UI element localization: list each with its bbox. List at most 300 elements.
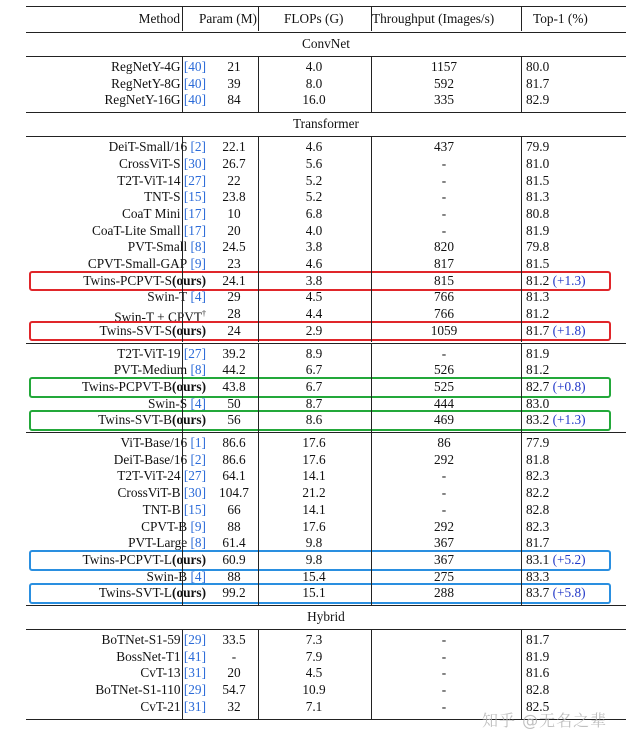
column-rule — [182, 343, 183, 433]
section-header: Transformer — [293, 116, 359, 132]
throughput-value-text: - — [441, 682, 447, 698]
method-label: DeiT-Base/16 — [113, 451, 188, 467]
throughput-value-text: 367 — [434, 535, 454, 551]
flops-value-text: 3.8 — [305, 272, 323, 288]
top1-text: 83.7 — [526, 585, 550, 601]
column-rule — [258, 56, 259, 112]
table-row — [26, 632, 626, 649]
flops-value-text: 5.2 — [305, 172, 323, 188]
throughput-value-text: 1157 — [430, 59, 458, 74]
throughput-value-text: 1059 — [430, 322, 458, 338]
flops-value-text: 4.6 — [305, 256, 323, 271]
table-row — [26, 682, 626, 699]
method-name — [111, 76, 206, 93]
param-value-text: - — [231, 648, 237, 664]
highlight-box-green — [29, 410, 611, 431]
method-label: CvT-21 — [140, 698, 181, 714]
column-rule — [521, 343, 522, 433]
throughput-value-text: 815 — [434, 272, 454, 288]
column-rule — [182, 56, 183, 112]
method-name — [117, 468, 206, 485]
flops-value-text: 3.8 — [305, 239, 323, 255]
table-rule — [26, 432, 626, 433]
throughput-value-text: - — [441, 222, 447, 238]
param-value-text: 64.1 — [222, 468, 246, 484]
throughput-value-text: 292 — [434, 451, 454, 467]
top1-value — [526, 649, 549, 666]
param-value-text: 61.4 — [222, 535, 246, 551]
param-value-text: 44.2 — [222, 362, 246, 378]
table-rule — [26, 343, 626, 344]
ours-label: (ours) — [172, 551, 206, 567]
column-header: Param (M) — [199, 11, 257, 26]
top1-value — [526, 206, 549, 223]
table-rule — [26, 6, 626, 7]
top1-value — [526, 59, 549, 76]
table-row — [26, 289, 626, 306]
flops-value-text: 17.6 — [302, 451, 326, 467]
param-value-text: 39.2 — [222, 345, 246, 361]
method-label: Swin-S — [147, 395, 188, 411]
highlight-box-red — [29, 271, 611, 292]
method-label: BoTNet-S1-59 — [101, 632, 181, 647]
table-rule — [26, 629, 626, 630]
dagger-mark: † — [202, 309, 206, 319]
citation: [15] — [180, 501, 206, 517]
citation: [17] — [180, 205, 206, 221]
method-label: DeiT-Small/16 — [108, 139, 188, 155]
top1-gain: (+1.3) — [549, 272, 586, 288]
top1-value — [526, 485, 549, 502]
method-name — [111, 59, 206, 76]
method-label: BoTNet-S1-110 — [95, 682, 181, 698]
flops-value-text: 15.4 — [302, 568, 326, 584]
column-rule — [182, 629, 183, 719]
table-row — [26, 92, 626, 109]
column-rule — [371, 136, 372, 342]
method-label: BossNet-T1 — [116, 648, 181, 664]
top1-text: 81.7 — [526, 322, 550, 338]
param-value-text: 22.1 — [222, 139, 246, 155]
top1-text: 81.7 — [526, 535, 550, 551]
top1-text: 81.2 — [526, 272, 550, 288]
top1-text: 82.9 — [526, 92, 550, 108]
top1-value — [526, 156, 549, 173]
method-name — [120, 435, 206, 452]
method-label: CrossViT-S — [118, 155, 181, 171]
method-name — [141, 519, 206, 536]
flops-value-text: 9.8 — [305, 535, 323, 551]
citation: [27] — [180, 345, 206, 361]
column-rule — [258, 432, 259, 605]
top1-text: 81.6 — [526, 665, 550, 681]
method-name — [140, 699, 206, 716]
param-value-text: 84 — [227, 92, 241, 108]
top1-text: 80.8 — [526, 205, 550, 221]
param-value-text: 86.6 — [222, 451, 246, 467]
table-row — [26, 59, 626, 76]
throughput-value-text: - — [441, 698, 447, 714]
top1-gain: (+0.8) — [549, 378, 586, 394]
column-rule — [521, 432, 522, 605]
top1-value — [526, 632, 549, 649]
column-header: Top-1 (%) — [533, 11, 588, 26]
flops-value-text: 4.5 — [305, 665, 323, 681]
method-label: CPVT-Small-GAP — [87, 256, 188, 271]
top1-value — [526, 452, 549, 469]
top1-text: 81.7 — [526, 632, 550, 647]
top1-value — [526, 435, 549, 452]
flops-value-text: 8.0 — [305, 75, 323, 91]
top1-value — [526, 468, 549, 485]
throughput-value-text: - — [441, 648, 447, 664]
top1-text: 82.8 — [526, 682, 550, 698]
param-value-text: 43.8 — [222, 378, 246, 394]
throughput-value-text: 525 — [434, 378, 454, 394]
table-rule — [26, 136, 626, 137]
flops-value-text: 4.0 — [305, 222, 323, 238]
method-label: TNT-B — [142, 501, 181, 517]
throughput-value-text: - — [441, 155, 447, 171]
throughput-value-text: 367 — [434, 551, 454, 567]
throughput-value-text: - — [441, 172, 447, 188]
table-row — [26, 649, 626, 666]
table-row — [26, 206, 626, 223]
column-header: FLOPs (G) — [284, 11, 344, 26]
method-name — [114, 452, 206, 469]
column-rule — [371, 56, 372, 112]
top1-text: 79.8 — [526, 239, 550, 255]
table-rule — [26, 605, 626, 606]
top1-text: 81.2 — [526, 362, 550, 378]
throughput-value-text: - — [441, 485, 447, 501]
table-row — [26, 139, 626, 156]
method-name — [101, 632, 206, 649]
method-name — [122, 206, 206, 223]
citation: [27] — [180, 468, 206, 484]
flops-value-text: 9.8 — [305, 551, 323, 567]
throughput-value-text: 335 — [434, 92, 454, 108]
method-name — [143, 502, 206, 519]
top1-value — [526, 289, 549, 306]
ours-label: (ours) — [172, 378, 206, 394]
method-label: T2T-ViT-19 — [117, 345, 181, 361]
citation: [4] — [187, 568, 206, 584]
method-name — [118, 485, 206, 502]
flops-value-text: 4.6 — [305, 139, 323, 155]
method-label: CrossViT-B — [117, 485, 181, 501]
column-rule — [258, 629, 259, 719]
method-name — [92, 223, 206, 240]
column-header: Throughput (Images/s) — [372, 11, 495, 26]
method-label: Twins-PCPVT-L — [82, 551, 173, 567]
top1-text: 81.5 — [526, 256, 550, 271]
param-value-text: 22 — [227, 172, 241, 188]
top1-text: 83.1 — [526, 551, 550, 567]
citation: [8] — [187, 239, 206, 255]
top1-text: 81.3 — [526, 189, 550, 205]
ours-label: (ours) — [172, 272, 206, 288]
param-value-text: 88 — [227, 518, 241, 534]
flops-value-text: 2.9 — [305, 322, 323, 338]
table-row — [26, 346, 626, 363]
table-row — [26, 485, 626, 502]
citation: [8] — [187, 362, 206, 378]
param-value-text: 24 — [227, 322, 241, 338]
citation: [4] — [187, 395, 206, 411]
method-name — [104, 92, 206, 109]
highlight-box-blue — [29, 583, 611, 604]
throughput-value-text: - — [441, 205, 447, 221]
table-row — [26, 239, 626, 256]
param-value-text: 23.8 — [222, 189, 246, 205]
flops-value-text: 7.3 — [305, 632, 323, 647]
column-rule — [182, 432, 183, 605]
top1-gain: (+1.8) — [549, 322, 586, 338]
param-value-text: 24.1 — [222, 272, 246, 288]
method-name — [117, 346, 206, 363]
throughput-value-text: 766 — [434, 289, 454, 305]
column-rule — [258, 343, 259, 433]
param-value-text: 28 — [227, 306, 241, 322]
method-label: CoaT-Lite Small — [92, 222, 181, 238]
flops-value-text: 7.1 — [305, 698, 323, 714]
param-value-text: 20 — [227, 665, 241, 681]
table-row — [26, 468, 626, 485]
highlight-box-blue — [29, 550, 611, 571]
table-rule — [26, 56, 626, 57]
method-name — [117, 173, 206, 190]
top1-value — [526, 239, 549, 256]
citation: [2] — [187, 139, 206, 155]
top1-text: 81.3 — [526, 289, 550, 305]
flops-value-text: 17.6 — [302, 518, 326, 534]
method-label: PVT-Large — [128, 535, 188, 551]
highlight-box-red — [29, 321, 611, 342]
citation: [27] — [180, 172, 206, 188]
top1-gain: (+1.3) — [549, 412, 586, 428]
method-name — [140, 665, 206, 682]
param-value-text: 23 — [227, 256, 241, 271]
citation: [29] — [180, 632, 206, 647]
top1-text: 82.8 — [526, 501, 550, 517]
top1-value — [526, 519, 549, 536]
throughput-value-text: - — [441, 468, 447, 484]
citation: [2] — [187, 451, 206, 467]
table-rule — [26, 112, 626, 113]
ours-label: (ours) — [172, 412, 206, 428]
top1-text: 79.9 — [526, 139, 550, 155]
top1-text: 81.2 — [526, 306, 550, 322]
top1-text: 82.3 — [526, 468, 550, 484]
throughput-value-text: 766 — [434, 306, 454, 322]
flops-value-text: 5.2 — [305, 189, 323, 205]
top1-text: 81.9 — [526, 222, 550, 238]
flops-value-text: 16.0 — [302, 92, 326, 108]
flops-value-text: 14.1 — [302, 501, 326, 517]
table-row — [26, 189, 626, 206]
top1-text: 81.8 — [526, 451, 550, 467]
table-row — [26, 502, 626, 519]
method-label: T2T-ViT-14 — [117, 172, 181, 188]
ours-label: (ours) — [172, 585, 206, 601]
top1-text: 80.0 — [526, 59, 550, 74]
flops-value-text: 4.5 — [305, 289, 323, 305]
throughput-value-text: 437 — [434, 139, 454, 155]
top1-value — [526, 682, 549, 699]
throughput-value-text: 820 — [434, 239, 454, 255]
column-rule — [371, 6, 372, 31]
method-name — [147, 289, 206, 306]
column-rule — [258, 136, 259, 342]
param-value-text: 39 — [227, 75, 241, 91]
column-rule — [182, 136, 183, 342]
top1-value — [526, 76, 549, 93]
top1-value — [526, 223, 549, 240]
flops-value-text: 4.0 — [305, 59, 323, 74]
method-label: Twins-PCPVT-S — [83, 272, 173, 288]
watermark: 知乎 @无名之辈 — [482, 711, 608, 730]
param-value-text: 88 — [227, 568, 241, 584]
column-rule — [521, 56, 522, 112]
param-value-text: 24.5 — [222, 239, 246, 255]
flops-value-text: 15.1 — [302, 585, 326, 601]
method-label: Swin-B — [146, 568, 188, 584]
method-label: T2T-ViT-24 — [117, 468, 181, 484]
column-rule — [182, 6, 183, 31]
param-value-text: 29 — [227, 289, 241, 305]
table-row — [26, 452, 626, 469]
top1-text: 83.2 — [526, 412, 550, 428]
throughput-value-text: 592 — [434, 75, 454, 91]
table-rule — [26, 32, 626, 33]
citation: [29] — [180, 682, 206, 698]
top1-text: 82.5 — [526, 698, 550, 714]
column-rule — [371, 629, 372, 719]
column-header: Method — [138, 11, 180, 26]
throughput-value-text: - — [441, 189, 447, 205]
method-label: Swin-T + CPVT — [114, 309, 202, 325]
method-label: RegNetY-8G — [111, 75, 181, 91]
top1-value — [526, 502, 549, 519]
top1-text: 82.3 — [526, 518, 550, 534]
param-value-text: 50 — [227, 395, 241, 411]
method-name — [128, 239, 206, 256]
method-name — [119, 156, 206, 173]
method-label: RegNetY-16G — [104, 92, 181, 108]
flops-value-text: 8.6 — [305, 412, 323, 428]
throughput-value-text: 469 — [434, 412, 454, 428]
throughput-value-text: 275 — [434, 568, 454, 584]
throughput-value-text: 86 — [437, 435, 451, 450]
citation: [40] — [180, 92, 206, 108]
flops-value-text: 8.9 — [305, 345, 323, 361]
flops-value-text: 5.6 — [305, 155, 323, 171]
flops-value-text: 8.7 — [305, 395, 323, 411]
method-label: Twins-SVT-B — [98, 412, 173, 428]
column-rule — [521, 6, 522, 31]
citation: [31] — [180, 698, 206, 714]
flops-value-text: 6.7 — [305, 362, 323, 378]
citation: [31] — [180, 665, 206, 681]
citation: [15] — [180, 189, 206, 205]
param-value-text: 86.6 — [222, 435, 246, 450]
top1-text: 82.2 — [526, 485, 550, 501]
method-label: Swin-T — [147, 289, 188, 305]
method-label: PVT-Medium — [113, 362, 188, 378]
param-value-text: 66 — [227, 501, 241, 517]
param-value-text: 60.9 — [222, 551, 246, 567]
method-label: Twins-SVT-S — [99, 322, 173, 338]
top1-value — [526, 189, 549, 206]
top1-text: 82.7 — [526, 378, 550, 394]
table-row — [26, 76, 626, 93]
param-value-text: 26.7 — [222, 155, 246, 171]
citation: [30] — [180, 485, 206, 501]
throughput-value-text: 288 — [434, 585, 454, 601]
top1-text: 83.3 — [526, 568, 550, 584]
method-label: Twins-PCPVT-B — [81, 378, 173, 394]
top1-value — [526, 92, 549, 109]
flops-value-text: 6.8 — [305, 205, 323, 221]
method-label: CvT-13 — [140, 665, 181, 681]
highlight-box-green — [29, 377, 611, 398]
column-rule — [371, 432, 372, 605]
method-label: RegNetY-4G — [111, 59, 181, 74]
top1-text: 77.9 — [526, 435, 550, 450]
param-value-text: 104.7 — [219, 485, 249, 501]
throughput-value-text: 444 — [434, 395, 454, 411]
top1-text: 81.0 — [526, 155, 550, 171]
throughput-value-text: - — [441, 632, 447, 647]
column-rule — [258, 6, 259, 31]
ours-label: (ours) — [172, 322, 206, 338]
citation: [4] — [187, 289, 206, 305]
top1-text: 81.9 — [526, 648, 550, 664]
method-label: Twins-SVT-L — [98, 585, 173, 601]
table-row — [26, 173, 626, 190]
param-value-text: 33.5 — [222, 632, 246, 647]
top1-text: 81.5 — [526, 172, 550, 188]
flops-value-text: 6.7 — [305, 378, 323, 394]
flops-value-text: 10.9 — [302, 682, 326, 698]
table-row — [26, 665, 626, 682]
method-name — [95, 682, 206, 699]
citation: [30] — [180, 155, 206, 171]
section-header: Hybrid — [307, 609, 345, 624]
method-name — [109, 139, 206, 156]
top1-value — [526, 665, 549, 682]
section-header: ConvNet — [301, 36, 350, 51]
table-row — [26, 519, 626, 536]
method-name — [116, 649, 206, 666]
param-value-text: 99.2 — [222, 585, 246, 601]
citation: [41] — [180, 648, 206, 664]
throughput-value-text: 292 — [434, 518, 454, 534]
top1-gain: (+5.2) — [549, 551, 586, 567]
citation: [1] — [187, 435, 206, 450]
param-value-text: 56 — [227, 412, 241, 428]
column-rule — [521, 629, 522, 719]
param-value-text: 10 — [227, 205, 241, 221]
citation: [40] — [180, 59, 206, 74]
top1-gain: (+5.8) — [549, 585, 586, 601]
flops-value-text: 4.4 — [305, 306, 323, 322]
param-value-text: 32 — [227, 698, 241, 714]
throughput-value-text: 526 — [434, 362, 454, 378]
throughput-value-text: - — [441, 501, 447, 517]
method-name — [144, 189, 206, 206]
